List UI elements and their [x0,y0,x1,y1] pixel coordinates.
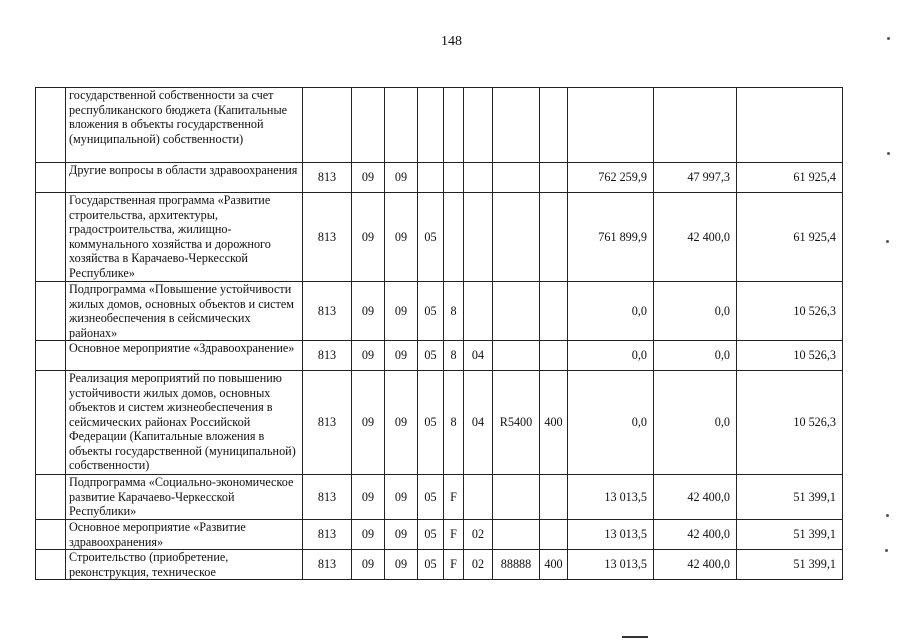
table-row [36,163,843,193]
blank-cell [36,550,66,580]
expense-type-cell [540,520,568,550]
blank-cell [36,371,66,475]
section-cell: 09 [352,163,385,193]
blank-cell [36,88,66,163]
amount-year3-cell: 51 399,1 [737,520,843,550]
section-cell: 09 [352,282,385,341]
expense-type-cell [540,282,568,341]
subprogram-cell: 8 [444,282,464,341]
section-cell: 09 [352,193,385,282]
amount-year3-cell: 51 399,1 [737,475,843,520]
amount-year1-cell: 0,0 [568,282,654,341]
program-cell: 05 [418,371,444,475]
table-row [36,88,843,163]
table-row [36,520,843,550]
blank-cell [36,341,66,371]
amount-year2-cell: 42 400,0 [654,475,737,520]
event-cell: 02 [464,550,493,580]
subprogram-cell [444,193,464,282]
program-cell: 05 [418,520,444,550]
event-cell [464,163,493,193]
event-cell: 02 [464,520,493,550]
program-cell: 05 [418,282,444,341]
scan-speck [887,152,890,155]
event-cell [464,193,493,282]
direction-cell [493,88,540,163]
subsection-cell: 09 [385,550,418,580]
page-number: 148 [441,34,462,49]
expense-type-cell [540,88,568,163]
expense-type-cell [540,193,568,282]
subprogram-cell [444,88,464,163]
subsection-cell: 09 [385,520,418,550]
amount-year1-cell: 0,0 [568,371,654,475]
subprogram-cell: 8 [444,371,464,475]
event-cell: 04 [464,341,493,371]
admin-code-cell: 813 [303,282,352,341]
table-row [36,371,843,475]
scan-speck [885,549,888,552]
expense-type-cell: 400 [540,550,568,580]
blank-cell [36,520,66,550]
subprogram-cell: F [444,550,464,580]
amount-year2-cell: 47 997,3 [654,163,737,193]
direction-cell [493,282,540,341]
expense-type-cell [540,163,568,193]
admin-code-cell: 813 [303,341,352,371]
section-cell: 09 [352,520,385,550]
admin-code-cell: 813 [303,371,352,475]
program-cell: 05 [418,341,444,371]
item-name-cell: Подпрограмма «Повышение устойчивости жилых домов, основных объектов и систем жизнеобеспечения в сейсмических районах» [66,282,303,341]
direction-cell [493,193,540,282]
amount-year1-cell: 761 899,9 [568,193,654,282]
subsection-cell: 09 [385,163,418,193]
admin-code-cell: 813 [303,475,352,520]
admin-code-cell: 813 [303,193,352,282]
item-name-cell: государственной собственности за счет республиканского бюджета (Капитальные вложения в объекты государственной (муниципальной) собственности) [66,88,303,163]
amount-year3-cell: 61 925,4 [737,193,843,282]
amount-year3-cell: 10 526,3 [737,371,843,475]
amount-year2-cell: 0,0 [654,282,737,341]
section-cell: 09 [352,341,385,371]
amount-year3-cell: 61 925,4 [737,163,843,193]
amount-year2-cell: 42 400,0 [654,550,737,580]
subsection-cell: 09 [385,475,418,520]
event-cell [464,88,493,163]
scan-speck [887,37,890,40]
admin-code-cell: 813 [303,550,352,580]
table-row [36,341,843,371]
direction-cell: 88888 [493,550,540,580]
event-cell [464,282,493,341]
subprogram-cell [444,163,464,193]
direction-cell [493,520,540,550]
subprogram-cell: F [444,520,464,550]
section-cell [352,88,385,163]
subsection-cell [385,88,418,163]
item-name-cell: Основное мероприятие «Развитие здравоохранения» [66,520,303,550]
item-name-cell: Реализация мероприятий по повышению устойчивости жилых домов, основных объектов и систем жизнеобеспечения в сейсмических районах Российской Федерации (Капитальные вложения в объекты государственной (муниципальной) собственности) [66,371,303,475]
direction-cell: R5400 [493,371,540,475]
program-cell: 05 [418,475,444,520]
amount-year1-cell: 13 013,5 [568,475,654,520]
subsection-cell: 09 [385,371,418,475]
event-cell [464,475,493,520]
admin-code-cell: 813 [303,163,352,193]
section-cell: 09 [352,475,385,520]
item-name-cell: Другие вопросы в области здравоохранения [66,163,303,193]
expense-type-cell [540,475,568,520]
subprogram-cell: F [444,475,464,520]
direction-cell [493,475,540,520]
amount-year1-cell [568,88,654,163]
amount-year2-cell: 42 400,0 [654,520,737,550]
amount-year3-cell: 10 526,3 [737,341,843,371]
amount-year2-cell [654,88,737,163]
blank-cell [36,193,66,282]
budget-table [35,87,843,580]
scan-speck [886,240,889,243]
direction-cell [493,341,540,371]
admin-code-cell [303,88,352,163]
amount-year2-cell: 42 400,0 [654,193,737,282]
amount-year2-cell: 0,0 [654,371,737,475]
amount-year3-cell: 10 526,3 [737,282,843,341]
table-row [36,475,843,520]
item-name-cell: Государственная программа «Развитие строительства, архитектуры, градостроительства, жилищно-коммунального хозяйства и дорожного хозяйства в Карачаево-Черкесской Республике» [66,193,303,282]
expense-type-cell [540,341,568,371]
direction-cell [493,163,540,193]
amount-year2-cell: 0,0 [654,341,737,371]
section-cell: 09 [352,371,385,475]
blank-cell [36,163,66,193]
table-row [36,193,843,282]
amount-year3-cell: 51 399,1 [737,550,843,580]
item-name-cell: Строительство (приобретение, реконструкция, техническое [66,550,303,580]
admin-code-cell: 813 [303,520,352,550]
amount-year1-cell: 13 013,5 [568,520,654,550]
subsection-cell: 09 [385,193,418,282]
blank-cell [36,282,66,341]
scan-speck [886,514,889,517]
amount-year3-cell [737,88,843,163]
program-cell: 05 [418,550,444,580]
program-cell [418,163,444,193]
section-cell: 09 [352,550,385,580]
table-row [36,550,843,580]
program-cell [418,88,444,163]
subsection-cell: 09 [385,282,418,341]
item-name-cell: Подпрограмма «Социально-экономическое развитие Карачаево-Черкесской Республики» [66,475,303,520]
amount-year1-cell: 0,0 [568,341,654,371]
event-cell: 04 [464,371,493,475]
table-row [36,282,843,341]
amount-year1-cell: 13 013,5 [568,550,654,580]
item-name-cell: Основное мероприятие «Здравоохранение» [66,341,303,371]
subsection-cell: 09 [385,341,418,371]
blank-cell [36,475,66,520]
subprogram-cell: 8 [444,341,464,371]
amount-year1-cell: 762 259,9 [568,163,654,193]
program-cell: 05 [418,193,444,282]
bottom-stroke [622,636,648,638]
expense-type-cell: 400 [540,371,568,475]
